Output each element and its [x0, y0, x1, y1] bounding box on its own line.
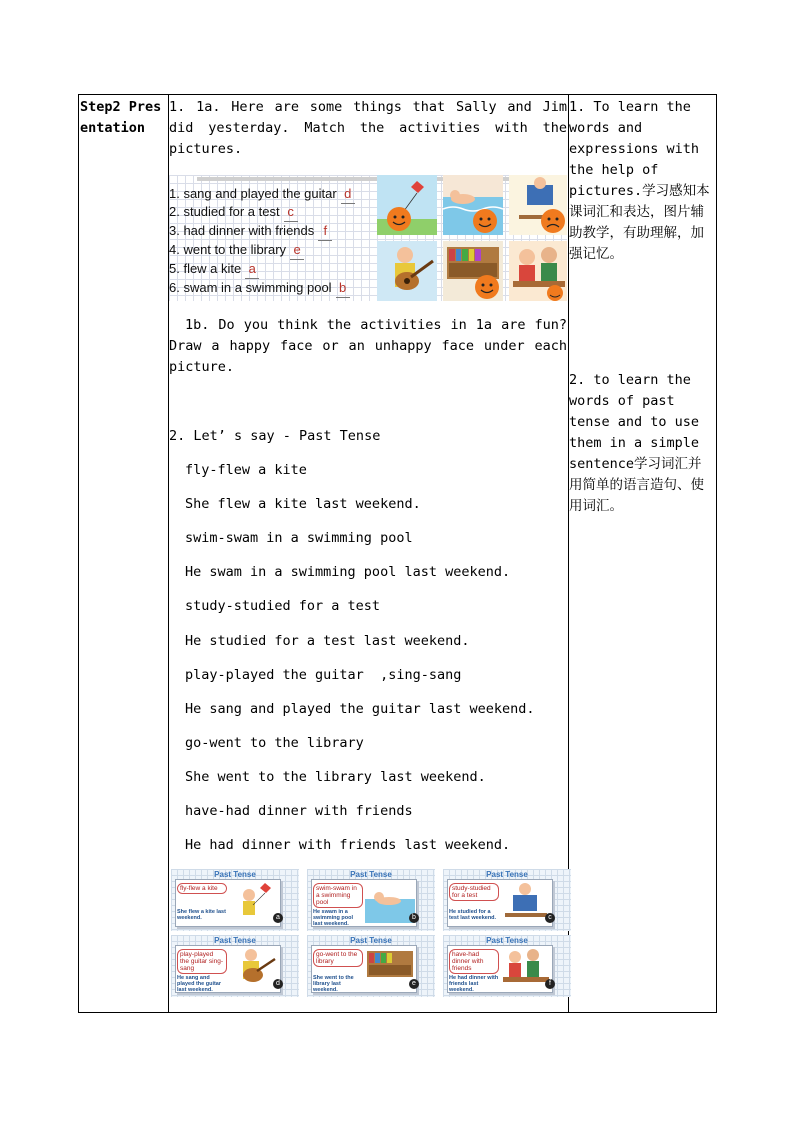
- slide-title: Past Tense: [350, 870, 392, 879]
- swimming-picture: [443, 175, 503, 235]
- slide-caption: He swam in a swimming pool last weekend.: [313, 909, 354, 927]
- slide-a: [171, 869, 299, 931]
- matching-exercise-image: [169, 175, 567, 301]
- example-sentence: He studied for a test last weekend.: [185, 633, 470, 649]
- example-sentence: He swam in a swimming pool last weekend.: [185, 564, 511, 580]
- slide-title: Past Tense: [214, 936, 256, 945]
- match-item-5: [169, 260, 379, 278]
- slide-bubble: swim-swam in a swimming pool: [313, 883, 363, 908]
- slide-badge: c: [545, 913, 555, 923]
- lesson-plan-table: [78, 94, 717, 1013]
- intro-line-1: 1. 1a. Here are some things that Sally and Jim: [169, 99, 567, 115]
- slide-bubble: go-went to the library: [313, 949, 363, 967]
- slide-caption: She went to the library last weekend.: [313, 975, 354, 993]
- intro-line-3: pictures.: [169, 141, 243, 157]
- slide-caption: She flew a kite last weekend.: [177, 909, 226, 921]
- slide-badge: b: [409, 913, 419, 923]
- aim-2-chinese: 学习词汇并用简单的语言造句、使用词汇。: [569, 456, 704, 514]
- aim-2-english: 2. to learn the words of past tense and to use them in a simple sentence: [569, 372, 700, 472]
- example-sentence: He had dinner with friends last weekend.: [185, 837, 511, 853]
- slide-caption: He studied for a test last weekend.: [449, 909, 497, 921]
- match-item-text: 1. sang and played the guitar: [169, 186, 337, 201]
- slide-badge: d: [273, 979, 283, 989]
- stage-label: Step2 Presentation: [80, 99, 162, 136]
- aim-1: [569, 97, 714, 265]
- verb-pair: swim-swam in a swimming pool: [185, 530, 413, 546]
- slide-badge: f: [545, 979, 555, 989]
- slide-caption: He had dinner with friends last weekend.: [449, 975, 499, 993]
- match-item-2: [169, 203, 379, 221]
- match-answer: d: [341, 185, 355, 204]
- match-item-3: [169, 222, 379, 240]
- slide-title: Past Tense: [486, 936, 528, 945]
- past-tense-slides: [169, 867, 567, 995]
- match-answer: a: [245, 260, 259, 279]
- match-item-1: [169, 185, 379, 203]
- studying-picture: [509, 175, 567, 235]
- slide-caption: He sang and played the guitar last weekend.: [177, 975, 222, 993]
- dinner-picture: [509, 241, 567, 301]
- task-1b-line-3: picture.: [169, 359, 235, 375]
- match-item-text: 4. went to the library: [169, 242, 287, 257]
- slide-b: [307, 869, 435, 931]
- slide-title: Past Tense: [214, 870, 256, 879]
- match-answer: c: [284, 203, 298, 222]
- example-sentence: She went to the library last weekend.: [185, 769, 486, 785]
- slide-c: [443, 869, 571, 931]
- stage-cell: [79, 95, 169, 1013]
- library-illustration: [365, 947, 415, 989]
- match-item-text: 3. had dinner with friends: [169, 223, 315, 238]
- match-item-4: [169, 241, 379, 259]
- match-item-text: 5. flew a kite: [169, 261, 242, 276]
- verb-pair: have-had dinner with friends: [185, 803, 413, 819]
- aim-1-chinese: 学习感知本课词汇和表达，图片辅助教学，有助理解，加强记忆。: [569, 183, 710, 262]
- task-1b-line-1: 1b. Do you think the activities in 1a are fun?: [185, 317, 567, 333]
- slide-bubble: fly-flew a kite: [177, 883, 227, 894]
- match-answer: f: [318, 222, 332, 241]
- example-sentence: He sang and played the guitar last weekend.: [185, 701, 535, 717]
- slide-title: Past Tense: [486, 870, 528, 879]
- activity-pictures: [377, 175, 567, 301]
- library-picture: [443, 241, 503, 301]
- intro-line-2: did yesterday. Match the activities with the: [169, 120, 567, 136]
- guitar-picture: [377, 241, 437, 301]
- aim-1-english: 1. To learn the words and expressions with the help of pictures.: [569, 99, 700, 199]
- section-2-title: 2. Let’ s say - Past Tense: [169, 428, 381, 444]
- slide-bubble: have-had dinner with friends: [449, 949, 499, 974]
- guitar-illustration: [229, 947, 279, 989]
- kite-illustration: [229, 881, 279, 923]
- slide-badge: a: [273, 913, 283, 923]
- verb-pair: fly-flew a kite: [185, 462, 307, 478]
- verb-pair: go-went to the library: [185, 735, 364, 751]
- match-answer: b: [336, 279, 350, 298]
- task-1b-line-2: Draw a happy face or an unhappy face under each: [169, 338, 567, 354]
- verb-pair: play-played the guitar ,sing-sang: [185, 667, 462, 683]
- slide-e: [307, 935, 435, 997]
- slide-f: [443, 935, 571, 997]
- match-item-text: 6. swam in a swimming pool: [169, 280, 332, 295]
- match-item-6: [169, 279, 379, 297]
- slide-d: [171, 935, 299, 997]
- dinner-illustration: [501, 947, 551, 989]
- studying-illustration: [501, 881, 551, 923]
- teaching-aims: [569, 95, 716, 517]
- verb-pair: study-studied for a test: [185, 598, 381, 614]
- swimming-illustration: [365, 881, 415, 923]
- match-item-text: 2. studied for a test: [169, 204, 280, 219]
- kite-picture: [377, 175, 437, 235]
- aims-cell: [569, 95, 717, 1013]
- aim-2: [569, 370, 714, 517]
- slide-title: Past Tense: [350, 936, 392, 945]
- slide-bubble: play-played the guitar sing-sang: [177, 949, 227, 974]
- match-answer: e: [290, 241, 304, 260]
- content-cell: [169, 95, 569, 1013]
- slide-badge: e: [409, 979, 419, 989]
- slide-bubble: study-studied for a test: [449, 883, 499, 901]
- example-sentence: She flew a kite last weekend.: [185, 496, 421, 512]
